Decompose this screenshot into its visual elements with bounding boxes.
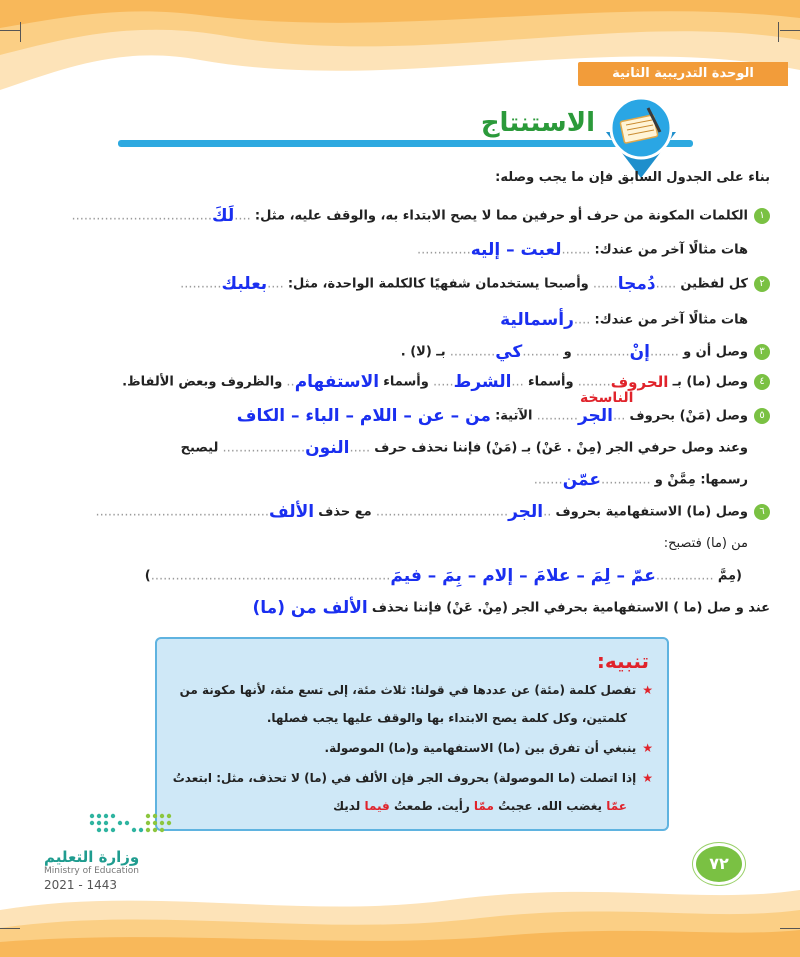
item-number: ٤ — [754, 374, 770, 390]
fill-dots: ....... — [561, 242, 591, 258]
fill-dots: .......................................................... — [150, 568, 391, 584]
fill-dots: ..... — [349, 440, 371, 456]
item-text: الآتية: — [495, 408, 533, 424]
fill-dots: ................................ — [375, 504, 509, 520]
note-highlight: عمّا — [606, 799, 627, 813]
item-text: وعند وصل حرفي الجر (مِنْ . عَنْ) بـ (مَنْ) فإننا نحذف حرف — [374, 440, 748, 456]
page-number: ٧٢ — [693, 843, 745, 885]
star-bullet-icon: ★ — [642, 741, 653, 755]
fill-dots: .......... — [180, 276, 222, 292]
item-number: ١ — [754, 208, 770, 224]
crop-mark — [0, 30, 20, 31]
fill-dots: ... — [613, 408, 626, 424]
item-text: عند و صل (ما ) الاستفهامية بحرفي الجر (مِنْ. عَنْ) فإننا نحذف — [371, 600, 770, 616]
fill-dots: ..... — [655, 276, 677, 292]
fill-dots: ........... — [449, 344, 496, 360]
item-2 — [30, 274, 770, 304]
fill-dots: ........ — [577, 374, 611, 390]
answer: لَكَ — [212, 206, 235, 226]
note-line — [333, 799, 627, 813]
note-text: إذا اتصلت (ما الموصولة) بحروف الجر فإن الألف في (ما) لا تحذف، مثل: ابتعدتُ — [172, 771, 637, 785]
unit-label: الوحدة التدريبية الثانية — [578, 62, 788, 86]
item-text: والظروف وبعض الألفاظ. — [122, 374, 283, 390]
answer: لعبت – إليه — [470, 240, 562, 260]
item-number: ٣ — [754, 344, 770, 360]
item-3 — [30, 342, 770, 372]
note-line: كلمتين، وكل كلمة يصح الابتداء بها والوقف عليها يجب فصلها. — [266, 711, 627, 725]
item-text: وأسماء — [527, 374, 574, 390]
answer: الناسخة — [580, 390, 634, 406]
item-1 — [30, 206, 770, 236]
answer: كي — [495, 342, 523, 362]
item-text: وصل (ما) بـ — [672, 374, 748, 390]
crop-mark — [20, 22, 21, 42]
answer: الاستفهام — [294, 372, 380, 392]
page-title: الاستنتاج — [480, 108, 595, 138]
crop-mark — [780, 30, 800, 31]
note-title: تنبيه: — [596, 649, 649, 673]
star-bullet-icon: ★ — [642, 683, 653, 697]
intro-text: بناء على الجدول السابق فإن ما يجب وصله: — [495, 170, 770, 185]
fill-dots: ............. — [575, 344, 630, 360]
fill-dots: .... — [234, 208, 251, 224]
answer: عمّن — [562, 470, 602, 490]
answer: الحروف — [610, 373, 669, 391]
crop-mark — [0, 928, 20, 929]
note-text: ينبغي أن تفرق بين (ما) الاستفهامية و(ما) الموصولة. — [324, 741, 637, 755]
item-6c — [30, 566, 770, 596]
item-text: الكلمات المكونة من حرف أو حرفين مما لا يصح الابتداء به، والوقف عليه، مثل: — [254, 208, 748, 224]
fill-dots: ............. — [417, 242, 471, 258]
ministry-name-ar: وزارة التعليم — [44, 848, 140, 866]
item-text: رسمها: مِمَّنْ و — [654, 472, 748, 488]
fill-dots: .. — [543, 504, 552, 520]
item-5 — [30, 390, 770, 436]
item-text: وأسماء — [383, 374, 429, 390]
crop-mark — [780, 928, 800, 929]
item-number: ٥ — [754, 408, 770, 424]
item-6b: من (ما) فتصبح: — [663, 536, 748, 551]
item-text: ) — [144, 568, 151, 584]
fill-dots: ....... — [533, 472, 563, 488]
item-text: بـ (لا) . — [400, 344, 446, 360]
note-highlight: ممّا — [473, 799, 494, 813]
item-text: هات مثالًا آخر من عندك: — [594, 242, 748, 258]
item-text: وصل (مَنْ) بحروف — [629, 408, 748, 424]
item-text: و — [563, 344, 572, 360]
fill-dots: .................................. — [71, 208, 212, 224]
fill-dots: ...... — [592, 276, 618, 292]
bottom-decor-band — [0, 880, 800, 957]
answer: عمّ – لِمَ – علامَ – إلام – بِمَ – فيمَ — [390, 566, 656, 586]
item-text: ليصبح — [180, 440, 219, 456]
item-number: ٢ — [754, 276, 770, 292]
note-line — [325, 741, 653, 755]
ministry-year: 2021 - 1443 — [44, 878, 118, 892]
item-6 — [30, 502, 770, 532]
note-text: لديك — [333, 799, 361, 813]
ministry-name-en: Ministry of Education — [44, 866, 139, 876]
item-1b — [30, 240, 770, 270]
item-5b — [30, 438, 770, 468]
item-4 — [30, 372, 770, 402]
answer: الشرط — [453, 372, 512, 392]
notebook-pen-icon — [598, 92, 684, 178]
answer: الألف من (ما) — [252, 598, 368, 618]
note-line — [173, 771, 653, 785]
fill-dots: ....... — [649, 344, 679, 360]
fill-dots: .............. — [655, 568, 714, 584]
item-6d — [30, 598, 770, 628]
fill-dots: .......... — [536, 408, 578, 424]
note-line — [180, 683, 653, 697]
answer: إنْ — [629, 342, 650, 362]
item-text: وصل أن و — [683, 344, 748, 360]
fill-dots: .................... — [222, 440, 306, 456]
answer: دُمجا — [617, 274, 656, 294]
item-text: (مِمَّ — [717, 568, 742, 584]
answer: الألف — [269, 502, 315, 522]
answer: النون — [305, 438, 350, 458]
answer: الجر — [577, 406, 613, 426]
crop-mark — [778, 22, 779, 42]
fill-dots: ..... — [433, 374, 454, 390]
item-text: كل لفظين — [680, 276, 748, 292]
note-text: رأيت. طمعتُ — [393, 799, 470, 813]
fill-dots: .. — [286, 374, 295, 390]
item-text: مع حذف — [318, 504, 372, 520]
fill-dots: ......... — [522, 344, 560, 360]
item-2b — [30, 310, 770, 340]
note-highlight: فيما — [364, 799, 390, 813]
item-5c — [30, 470, 770, 500]
answer-stack — [536, 390, 634, 426]
item-text: وأصبحا يستخدمان شفهيًا كالكلمة الواحدة، مثل: — [287, 276, 589, 292]
fill-dots: .... — [573, 312, 591, 328]
item-number: ٦ — [754, 504, 770, 520]
fill-dots: .......................................... — [95, 504, 270, 520]
answer: الجر — [508, 502, 544, 522]
fill-dots: ............ — [601, 472, 651, 488]
answer: بعلبك — [221, 274, 268, 294]
item-text: وصل (ما) الاستفهامية بحروف — [555, 504, 748, 520]
note-text: تفصل كلمة (مئة) عن عددها في قولنا: ثلاث مئة، إلى تسع مئة، لأنها مكونة من — [179, 683, 637, 697]
item-text: هات مثالًا آخر من عندك: — [594, 312, 748, 328]
star-bullet-icon: ★ — [642, 771, 653, 785]
answer: من – عن – اللام – الباء – الكاف — [236, 406, 491, 426]
answer: رأسمالية — [500, 310, 574, 330]
fill-dots: ... — [511, 374, 524, 390]
note-box — [155, 637, 669, 831]
fill-dots: .... — [267, 276, 284, 292]
note-text: يغضب الله. عجبتُ — [498, 799, 603, 813]
